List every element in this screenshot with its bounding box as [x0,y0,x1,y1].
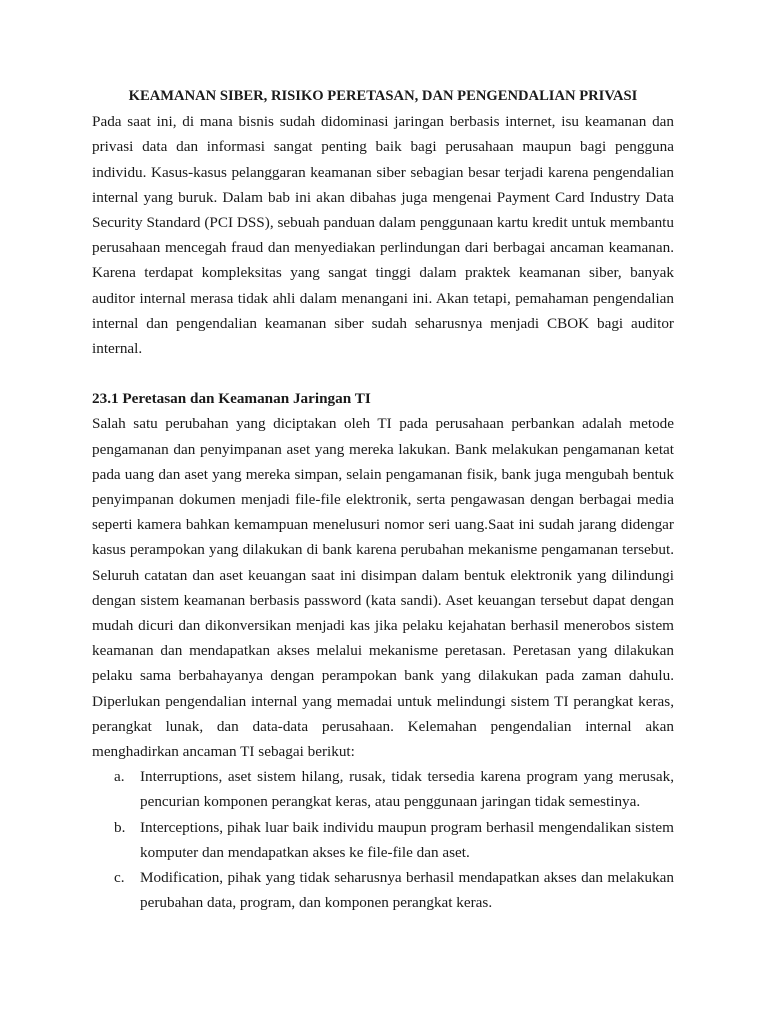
intro-paragraph: Pada saat ini, di mana bisnis sudah didominasi jaringan berbasis internet, isu keamanan dan privasi data dan informasi sangat penting baik bagi perusahaan maupun bagi pengguna individu. Kasus-kasus pelanggaran keamanan siber sebagian besar terjadi karena pengendalian internal yang buruk. Dalam bab ini akan dibahas juga mengenai Payment Card Industry Data Security Standard (PCI DSS), sebuah panduan dalam penggunaan kartu kredit untuk membantu perusahaan mencegah fraud dan menyediakan perlindungan dari berbagai ancaman keamanan. Karena terdapat kompleksitas yang sangat tinggi dalam praktek keamanan siber, banyak auditor internal merasa tidak ahli dalam menangani ini. Akan tetapi, pemahaman pengendalian internal dan pengendalian keamanan siber sudah seharusnya menjadi CBOK bagi auditor internal. [92,113,674,358]
threat-list [92,764,674,915]
list-item-text: Modification, pihak yang tidak seharusnya berhasil mendapatkan akses dan melakukan perubahan data, program, dan komponen perangkat keras. [140,869,674,912]
document-title: KEAMANAN SIBER, RISIKO PERETASAN, DAN PENGENDALIAN PRIVASI [128,88,638,104]
list-marker: b. [114,818,126,836]
list-marker: c. [114,869,125,887]
section-paragraph: Salah satu perubahan yang diciptakan oleh TI pada perusahaan perbankan adalah metode pengamanan dan penyimpanan aset yang mereka lakukan. Bank melakukan pengamanan ketat pada uang dan aset yang mereka simpan, selain pengamanan fisik, bank juga mengubah bentuk penyimpanan dokumen menjadi file-file elektronik, serta pengawasan dengan berbagai media seperti kamera bahkan kemampuan menelusuri nomor seri uang.Saat ini sudah jarang didengar kasus perampokan yang dilakukan di bank karena perubahan mekanisme pengamanan tersebut. Seluruh catatan dan aset keuangan saat ini disimpan dalam bentuk elektronik yang dilindungi dengan sistem keamanan berbasis password (kata sandi). Aset keuangan tersebut dapat dengan mudah dicuri dan dikonversikan menjadi kas jika pelaku kejahatan berhasil menerobos sistem keamanan dan mendapatkan akses melalui mekanisme peretasan. Peretasan yang dilakukan pelaku sama berbahayanya dengan perampokan bank yang dilakukan pada zaman dahulu. Diperlukan pengendalian internal yang memadai untuk melindungi sistem TI perangkat keras, perangkat lunak, dan data-data perusahaan. Kelemahan pengendalian internal akan menghadirkan ancaman TI sebagai berikut: [92,415,674,761]
document-page [92,84,674,916]
list-item [92,815,674,865]
list-item [92,764,674,814]
list-item [92,865,674,915]
list-item-text: Interceptions, pihak luar baik individu maupun program berhasil mengendalikan sistem komputer dan mendapatkan akses ke file-file dan aset. [140,818,674,861]
section-heading: 23.1 Peretasan dan Keamanan Jaringan TI [92,390,371,408]
list-item-text: Interruptions, aset sistem hilang, rusak, tidak tersedia karena program yang merusak, pencurian komponen perangkat keras, atau penggunaan jaringan tidak semestinya. [140,768,674,811]
list-marker: a. [114,768,125,786]
